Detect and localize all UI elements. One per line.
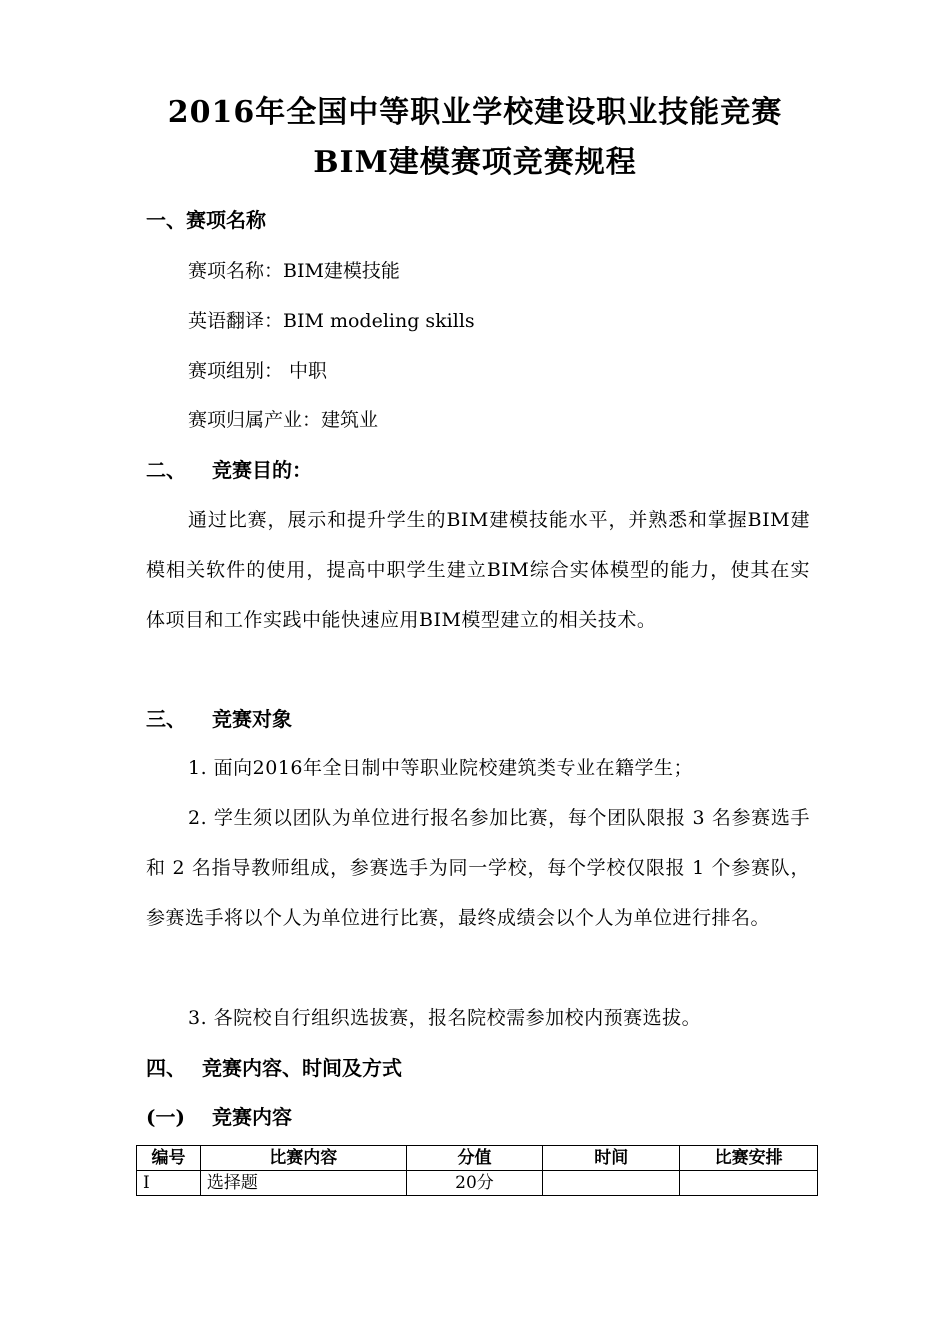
section3-item-2: 2. 学生须以团队为单位进行报名参加比赛，每个团队限报 3 名参赛选手和 2 名指导教师组成，参赛选手为同一学校，每个学校仅限报 1 个参赛队，参赛选手将以个人为单位进行比赛，最终成绩会以个人为单位进行排名。 (146, 807, 810, 929)
section4-title: 竞赛内容、时间及方式 (202, 1056, 402, 1080)
section3-title: 竞赛对象 (212, 707, 292, 731)
section3-item-1: 1. 面向2016年全日制中等职业院校建筑类专业在籍学生； (188, 757, 694, 779)
table-cell (680, 1171, 818, 1196)
section4-heading (146, 1054, 402, 1082)
section1-item-industry: 赛项归属产业：建筑业 (188, 409, 379, 431)
table-header-cell: 分值 (406, 1146, 543, 1171)
section4-subheading (146, 1103, 292, 1131)
table-cell: 选择题 (200, 1171, 406, 1196)
contest-content-table (136, 1145, 818, 1196)
section1-item-name: 赛项名称：BIM建模技能 (188, 260, 400, 282)
table-header-row (137, 1146, 818, 1171)
section2-body: 通过比赛，展示和提升学生的BIM建模技能水平，并熟悉和掌握BIM建模相关软件的使用，提高中职学生建立BIM综合实体模型的能力，使其在实体项目和工作实践中能快速应用BIM模型建立的相关技术。 (146, 509, 810, 631)
section1-heading: 一、赛项名称 (146, 208, 266, 232)
table-header-cell: 时间 (543, 1146, 680, 1171)
table-header-cell: 编号 (137, 1146, 201, 1171)
table-header-cell: 比赛安排 (680, 1146, 818, 1171)
table-cell (543, 1171, 680, 1196)
section3-number: 三、 (146, 707, 186, 731)
section4-number: 四、 (146, 1056, 186, 1080)
section4-sub-number: (一) (146, 1105, 185, 1129)
document-title-line1: 2016年全国中等职业学校建设职业技能竞赛 (167, 95, 783, 130)
document-title-line2: BIM建模赛项竞赛规程 (313, 145, 637, 180)
section1-item-english: 英语翻译：BIM modeling skills (188, 310, 475, 332)
table-header-cell: 比赛内容 (200, 1146, 406, 1171)
section2-number: 二、 (146, 458, 186, 482)
section1-item-group: 赛项组别： 中职 (188, 360, 328, 382)
section3-heading (146, 705, 292, 733)
section4-sub-title: 竞赛内容 (212, 1105, 292, 1129)
section3-item-3: 3. 各院校自行组织选拔赛，报名院校需参加校内预赛选拔。 (188, 1007, 702, 1029)
table-cell: I (137, 1171, 201, 1196)
section2-heading (146, 456, 312, 484)
table-cell: 20分 (406, 1171, 543, 1196)
section2-title: 竞赛目的： (212, 458, 312, 482)
table-row (137, 1171, 818, 1196)
